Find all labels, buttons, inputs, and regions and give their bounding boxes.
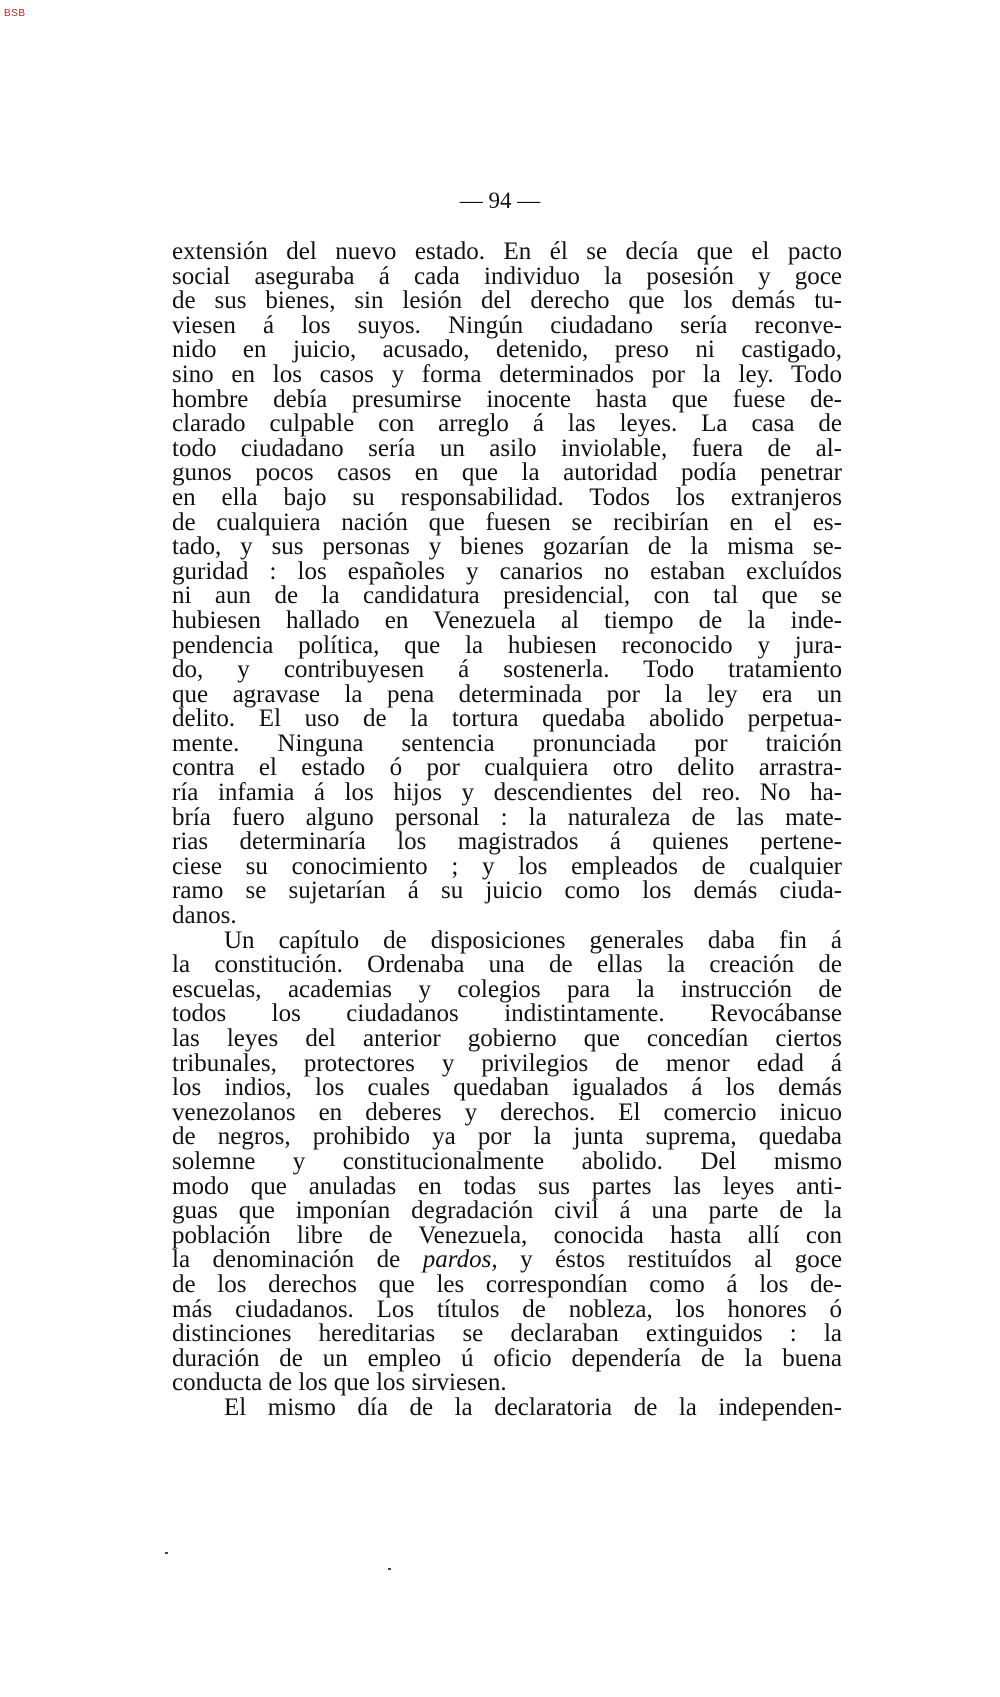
text-line: bría fuero alguno personal : la naturaleza de las mate- <box>172 803 842 831</box>
text-line: los indios, los cuales quedaban igualados á los demás <box>172 1074 842 1102</box>
text-line: extensión del nuevo estado. En él se decía que el pacto <box>172 238 842 265</box>
text-line: sino en los casos y forma determinados por la ley. Todo <box>172 360 842 388</box>
library-stamp: BSB <box>4 8 26 19</box>
text-line: clarado culpable con arreglo á las leyes. La casa de <box>172 410 842 438</box>
paragraph-start-line: El mismo día de la declaratoria de la independen- <box>224 1393 842 1421</box>
page-number: — 94 — <box>459 188 541 213</box>
text-line: ría infamia á los hijos y descendientes del reo. No ha- <box>172 779 842 807</box>
text-line: más ciudadanos. Los títulos de nobleza, los honores ó <box>172 1295 842 1323</box>
line-text-after: y éstos restituídos al goce <box>497 1246 843 1274</box>
text-line: solemne y constitucionalmente abolido. Del mismo <box>172 1147 842 1175</box>
text-line: todos los ciudadanos indistintamente. Revocábanse <box>172 1000 842 1028</box>
text-line: guas que imponían degradación civil á una parte de la <box>172 1197 842 1225</box>
text-line: de los derechos que les correspondían como á los de- <box>172 1270 842 1298</box>
italic-word: pardos, <box>422 1246 498 1274</box>
text-line: distinciones hereditarias se declaraban extinguidos : la <box>172 1320 842 1348</box>
text-line: mente. Ninguna sentencia pronunciada por traición <box>172 729 842 757</box>
text-line: de cualquiera nación que fuesen se recibirían en el es- <box>172 508 842 536</box>
text-line: venezolanos en deberes y derechos. El comercio inicuo <box>172 1098 842 1126</box>
text-line: de sus bienes, sin lesión del derecho que los demás tu- <box>172 287 842 315</box>
text-line: guridad : los españoles y canarios no estaban excluídos <box>172 557 842 585</box>
text-line: tribunales, protectores y privilegios de menor edad á <box>172 1049 842 1077</box>
text-line: delito. El uso de la tortura quedaba abolido perpetua- <box>172 705 842 733</box>
ink-speck <box>388 1568 391 1570</box>
text-line: la constitución. Ordenaba una de ellas la creación de <box>172 951 842 979</box>
text-line-with-italic <box>172 1248 842 1273</box>
text-line: tado, y sus personas y bienes gozarían de la misma se- <box>172 533 842 561</box>
body-text <box>172 240 842 1421</box>
text-line: contra el estado ó por cualquiera otro delito arrastra- <box>172 754 842 782</box>
text-line: hubiesen hallado en Venezuela al tiempo de la inde- <box>172 606 842 634</box>
text-line: rias determinaría los magistrados á quienes pertene- <box>172 828 842 856</box>
text-line: danos. <box>172 902 237 930</box>
text-line: hombre debía presumirse inocente hasta que fuese de- <box>172 385 842 413</box>
text-line: ramo se sujetarían á su juicio como los demás ciuda- <box>172 877 842 905</box>
text-line: social aseguraba á cada individuo la posesión y goce <box>172 262 842 290</box>
text-line: gunos pocos casos en que la autoridad podía penetrar <box>172 459 842 487</box>
text-line: ciese su conocimiento ; y los empleados de cualquier <box>172 852 842 880</box>
line-text-before: la denominación de <box>172 1246 423 1274</box>
text-line: población libre de Venezuela, conocida hasta allí con <box>172 1221 842 1249</box>
text-line: duración de un empleo ú oficio dependería de la buena <box>172 1344 842 1372</box>
text-line: todo ciudadano sería un asilo inviolable, fuera de al- <box>172 434 842 462</box>
text-line: las leyes del anterior gobierno que concedían ciertos <box>172 1025 842 1052</box>
text-line: que agravase la pena determinada por la ley era un <box>172 680 842 708</box>
text-line: pendencia política, que la hubiesen reconocido y jura- <box>172 631 842 659</box>
text-line: de negros, prohibido ya por la junta suprema, quedaba <box>172 1123 842 1151</box>
text-line: modo que anuladas en todas sus partes las leyes anti- <box>172 1172 842 1200</box>
text-line: conducta de los que los sirviesen. <box>172 1369 507 1397</box>
text-line: ni aun de la candidatura presidencial, con tal que se <box>172 582 842 610</box>
text-line: escuelas, academias y colegios para la instrucción de <box>172 975 842 1003</box>
paragraph-start-line: Un capítulo de disposiciones generales daba fin á <box>224 926 842 954</box>
text-line: viesen á los suyos. Ningún ciudadano sería reconve- <box>172 311 842 339</box>
text-line: nido en juicio, acusado, detenido, preso ni castigado, <box>172 336 842 364</box>
text-line: en ella bajo su responsabilidad. Todos los extranjeros <box>172 483 842 511</box>
ink-speck <box>165 1552 168 1554</box>
text-line: do, y contribuyesen á sostenerla. Todo tratamiento <box>172 656 842 684</box>
